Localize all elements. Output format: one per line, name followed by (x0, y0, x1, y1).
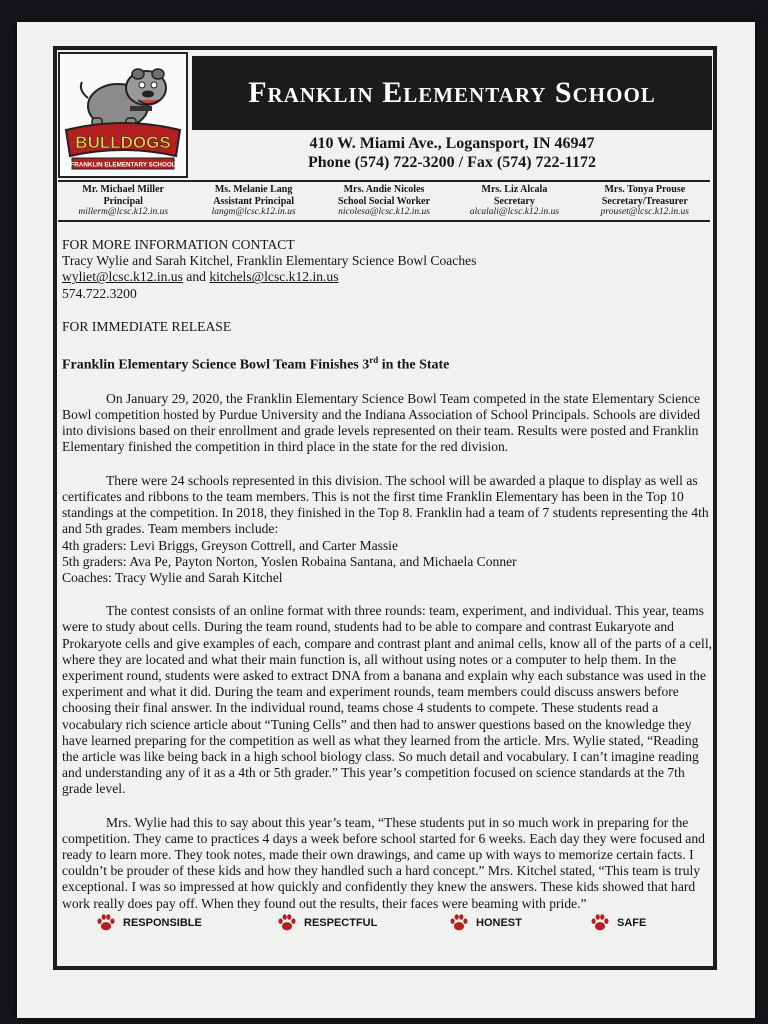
contact-phone: 574.722.3200 (62, 285, 137, 301)
staff-role: Principal (103, 195, 143, 207)
school-name-banner (192, 56, 712, 130)
staff-name: Mrs. Andie Nicoles (343, 184, 425, 195)
staff-name: Ms. Melanie Lang (214, 184, 293, 195)
staff-role: Secretary/Treasurer (601, 195, 688, 207)
school-name: Franklin Elementary School (248, 76, 656, 109)
staff-member (449, 182, 579, 220)
value-item (276, 912, 377, 934)
staff-email: langm@lcsc.k12.in.us (211, 207, 296, 217)
bulldog-mascot-icon (60, 54, 186, 176)
value-label: RESPONSIBLE (123, 917, 202, 929)
logo-subtext: FRANKLIN ELEMENTARY SCHOOL (70, 161, 176, 169)
contact-names: Tracy Wylie and Sarah Kitchel, Franklin Elementary Science Bowl Coaches (62, 253, 477, 269)
staff-member (188, 182, 318, 220)
team-coaches: Coaches: Tracy Wylie and Sarah Kitchel (62, 569, 283, 585)
release-label: FOR IMMEDIATE RELEASE (62, 318, 232, 334)
press-release-body (62, 237, 712, 912)
value-label: SAFE (617, 917, 647, 929)
school-address: 410 W. Miami Ave., Logansport, IN 46947 (309, 135, 595, 152)
paw-icon (276, 912, 298, 934)
headline (62, 352, 712, 374)
staff-role: Secretary (493, 195, 535, 207)
staff-role: School Social Worker (337, 195, 431, 207)
school-phone: Phone (574) 722-3200 / Fax (574) 722-1172 (308, 154, 596, 171)
staff-member (580, 182, 710, 220)
paragraph-1: On January 29, 2020, the Franklin Elementary Science Bowl Team competed in the state Elementary Science Bowl competition hosted by Purdue University and the Indiana Association of School Principals. Schools are divided into divisions based on their enrollment and grade levels represented on their team. Results were posted and Franklin Elementary finished the competition in third place in the state for the red division. (62, 390, 701, 455)
logo-text: BULLDOGS (75, 133, 171, 152)
headline-text-end: in the State (378, 357, 450, 373)
paw-icon (95, 912, 117, 934)
paw-icon (448, 912, 470, 934)
paragraph-2: There were 24 schools represented in this division. The school will be awarded a plaque to display as well as certificates and ribbons to the team members. This is not the first time Franklin Elementary has been in the Top 10 standings at the competition. In 2018, they finished in the Top 8. Franklin had a team of 7 students representing the 4th and 5th grades. Team members include: (62, 472, 709, 537)
value-item (589, 912, 646, 934)
staff-email: prouset@lcsc.k12.in.us (600, 207, 689, 217)
school-address-block (192, 134, 712, 172)
value-item (448, 912, 522, 934)
contact-heading: FOR MORE INFORMATION CONTACT (62, 237, 295, 252)
headline-superscript: rd (369, 355, 379, 366)
staff-name: Mr. Michael Miller (82, 184, 164, 195)
headline-text: Franklin Elementary Science Bowl Team Finishes 3 (62, 357, 370, 373)
staff-email: alcalali@lcsc.k12.in.us (469, 207, 560, 217)
paragraph-3: The contest consists of an online format with three rounds: team, experiment, and individual. This year, teams were to study about cells. During the team round, students had to be able to compare and contrast Eukaryote and Prokaryote cells and give examples of each, compare and contrast plant and animal cells, know all of the parts of a cell, where they are located and what their main function is, all without using notes or a computer to help them. In the experiment round, students were asked to extract DNA from a banana and explain why each substance was used in the experiment and what it did. During the team and experiment rounds, team members could discuss answers before choosing their final answer. In the individual round, teams chose 4 students to compete. These students read a vocabulary rich science article about “Tuning Cells” and then had to answer questions based on the knowledge they have learned preparing for the competition as well as what they learned from the article. Mrs. Wylie stated, “Reading the article was like being back in a high school biology class. So much detail and vocabulary. I can’t imagine reading and understanding any of it as a 4th or 5th grader.” This year’s competition focused on science standards at the 7th grade level. (62, 603, 712, 797)
contact-emails (62, 269, 712, 285)
contact-and: and (186, 269, 206, 285)
paw-icon (589, 912, 611, 934)
staff-member (58, 182, 188, 220)
value-item (95, 912, 202, 934)
email-link-kitchel[interactable]: kitchels@lcsc.k12.in.us (209, 269, 339, 285)
school-values (95, 912, 675, 942)
staff-name: Mrs. Liz Alcala (481, 184, 548, 195)
school-logo (58, 52, 188, 178)
value-label: RESPECTFUL (304, 917, 378, 929)
email-link-wylie[interactable]: wyliet@lcsc.k12.in.us (62, 269, 183, 285)
staff-role: Assistant Principal (213, 195, 295, 207)
staff-directory (58, 180, 710, 222)
staff-name: Mrs. Tonya Prouse (604, 184, 686, 195)
paragraph-4: Mrs. Wylie had this to say about this year’s team, “These students put in so much work in preparing for the competition. They came to practices 4 days a week before school started for 6 weeks. Each day they were focused and ready to learn more. They took notes, made their own drawings, and came up with ways to memorize certain facts. I couldn’t be prouder of these kids and how they handled such a hard concept.” Mrs. Kitchel stated, “This team is truly exceptional. I was so impressed at how quickly and confidently they knew the answers. These kids showed that hard work really does pay off. When they found out the results, their faces were beaming with pride.” (62, 814, 705, 911)
staff-email: nicolesa@lcsc.k12.in.us (338, 207, 430, 217)
team-4th-graders: 4th graders: Levi Briggs, Greyson Cottrell, and Carter Massie (62, 537, 398, 553)
staff-member (319, 182, 449, 220)
staff-email: millerm@lcsc.k12.in.us (78, 207, 169, 217)
value-label: HONEST (476, 917, 522, 929)
team-5th-graders: 5th graders: Ava Pe, Payton Norton, Yoslen Robaina Santana, and Michaela Conner (62, 553, 517, 569)
